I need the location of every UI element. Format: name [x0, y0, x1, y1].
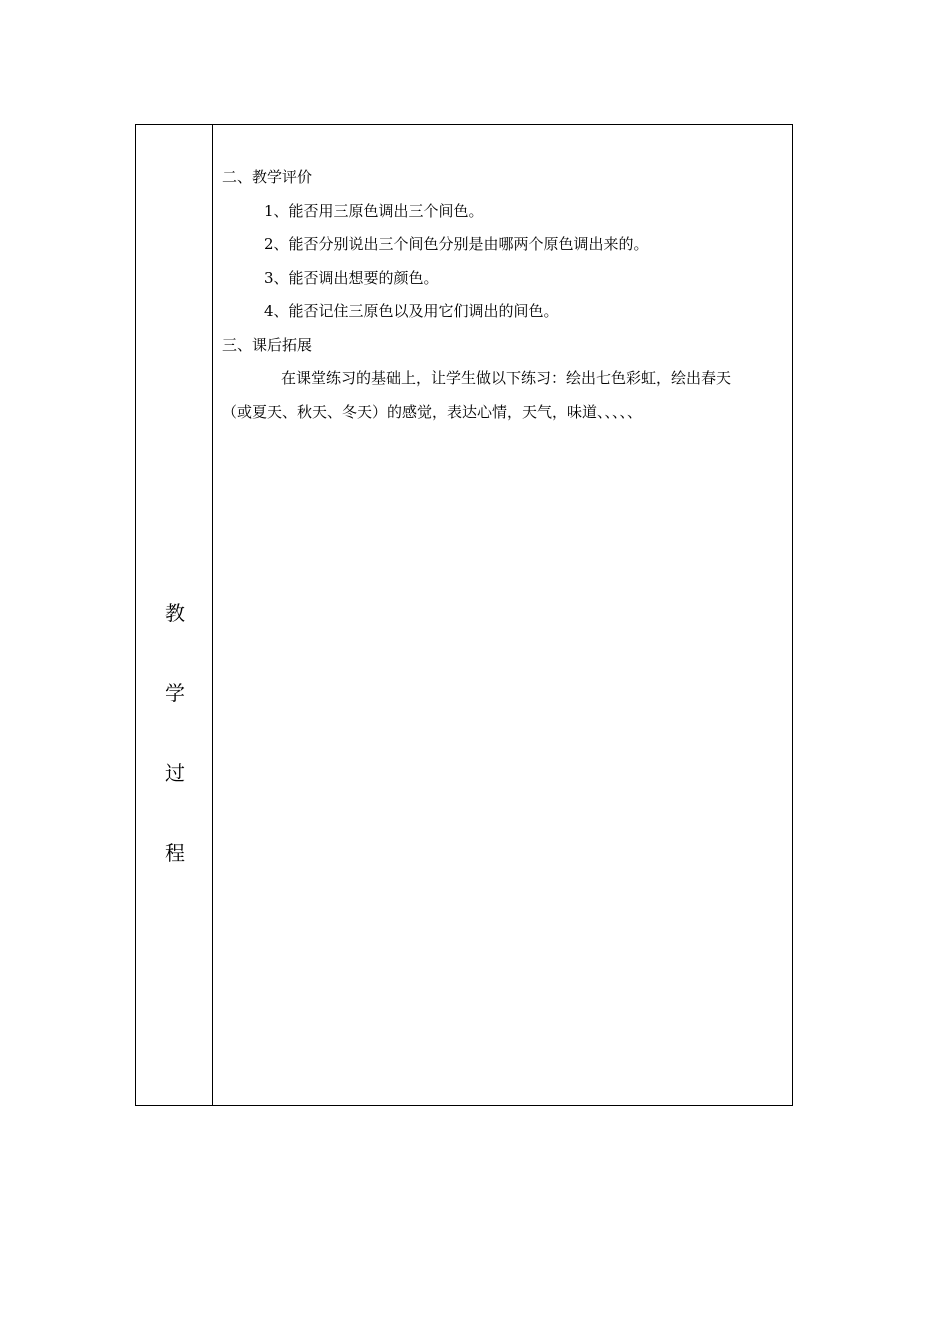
side-label-char: 教 — [165, 601, 185, 625]
evaluation-item: 3、能否调出想要的颜色。 — [264, 268, 439, 287]
extension-paragraph-line: 在课堂练习的基础上，让学生做以下练习：绘出七色彩虹，绘出春天 — [281, 369, 732, 387]
lesson-table — [135, 124, 793, 1106]
extension-heading: 三、课后拓展 — [222, 335, 313, 354]
evaluation-item: 4、能否记住三原色以及用它们调出的间色。 — [264, 302, 559, 320]
evaluation-heading: 二、教学评价 — [222, 168, 313, 186]
side-label-char: 程 — [165, 841, 185, 865]
side-label-cell — [136, 125, 213, 1105]
evaluation-item: 2、能否分别说出三个间色分别是由哪两个原色调出来的。 — [264, 235, 649, 253]
evaluation-item: 1、能否用三原色调出三个间色。 — [264, 201, 484, 220]
content-cell — [213, 125, 792, 1105]
extension-paragraph-line: （或夏天、秋天、冬天）的感觉，表达心情，天气，味道、、、、、 — [222, 402, 643, 421]
side-label-char: 学 — [165, 681, 185, 705]
side-label-vertical — [136, 603, 212, 923]
side-label-char: 过 — [165, 761, 185, 785]
